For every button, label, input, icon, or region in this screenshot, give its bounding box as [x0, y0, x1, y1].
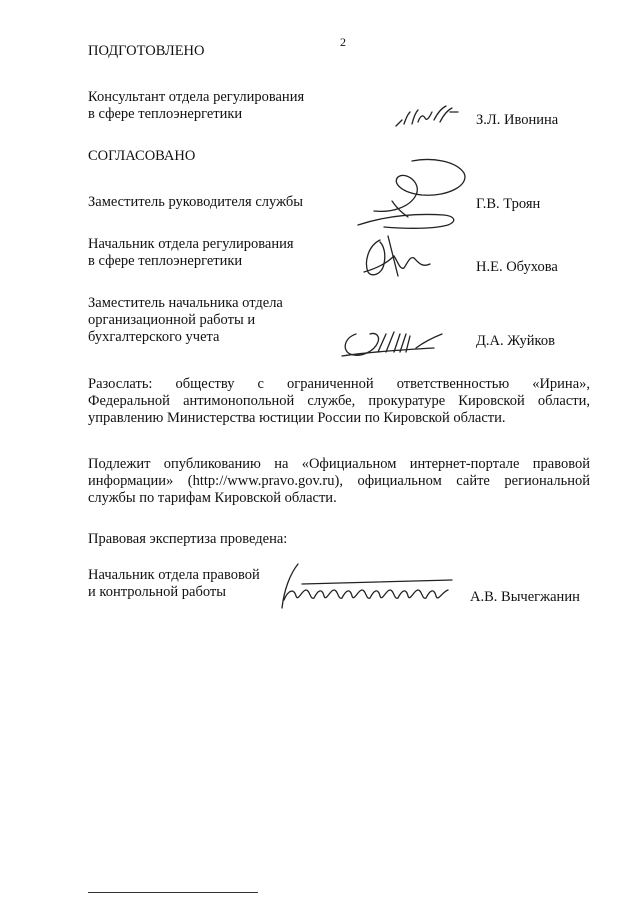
signature-obukhova — [358, 232, 442, 280]
signer-3-position-line-1: Заместитель начальника отдела — [88, 295, 283, 311]
legal-review-position-line-1: Начальник отдела правовой — [88, 567, 260, 583]
legal-review-statement: Правовая экспертиза проведена: — [88, 531, 288, 547]
signer-2-position-line-1: Начальник отдела регулирования — [88, 236, 294, 252]
signer-3-position-line-2: организационной работы и — [88, 312, 256, 328]
prepared-position-line-2: в сфере теплоэнергетики — [88, 106, 243, 122]
legal-review-signer-name: А.В. Вычегжанин — [470, 589, 580, 605]
signature-vychegzhanin — [272, 560, 462, 612]
signature-troyan — [352, 155, 472, 235]
signer-3-position-line-3: бухгалтерского учета — [88, 329, 220, 345]
signer-1-position-line-1: Заместитель руководителя службы — [88, 194, 304, 210]
signature-zhuikov — [338, 326, 450, 364]
signer-2-name: Н.Е. Обухова — [476, 259, 558, 275]
distribution-line-3: управлению Министерства юстиции России по Кировской области. — [88, 410, 506, 426]
prepared-heading: ПОДГОТОВЛЕНО — [88, 43, 205, 59]
legal-review-position-line-2: и контрольной работы — [88, 584, 226, 600]
page-number: 2 — [340, 35, 346, 49]
distribution-paragraph — [88, 376, 590, 427]
signer-1-name: Г.В. Троян — [476, 196, 541, 212]
distribution-line-1: Разослать: обществу с ограниченной ответственностью «Ирина», — [88, 376, 590, 392]
publication-line-1: Подлежит опубликованию на «Официальном интернет-портале правовой — [88, 456, 590, 472]
publication-line-2: информации» (http://www.pravo.gov.ru), официальном сайте региональной — [88, 473, 590, 489]
distribution-line-2: Федеральной антимонопольной службе, прокуратуре Кировской области, — [88, 393, 590, 409]
signer-2-position-line-2: в сфере теплоэнергетики — [88, 253, 243, 269]
signer-3-name: Д.А. Жуйков — [476, 333, 555, 349]
prepared-signer-name: З.Л. Ивонина — [476, 112, 559, 128]
footer-rule — [88, 892, 258, 893]
agreed-heading: СОГЛАСОВАНО — [88, 148, 196, 164]
publication-line-3: службы по тарифам Кировской области. — [88, 490, 337, 506]
publication-paragraph — [88, 456, 590, 507]
signature-ivonina — [392, 102, 472, 132]
prepared-position-line-1: Консультант отдела регулирования — [88, 89, 305, 105]
